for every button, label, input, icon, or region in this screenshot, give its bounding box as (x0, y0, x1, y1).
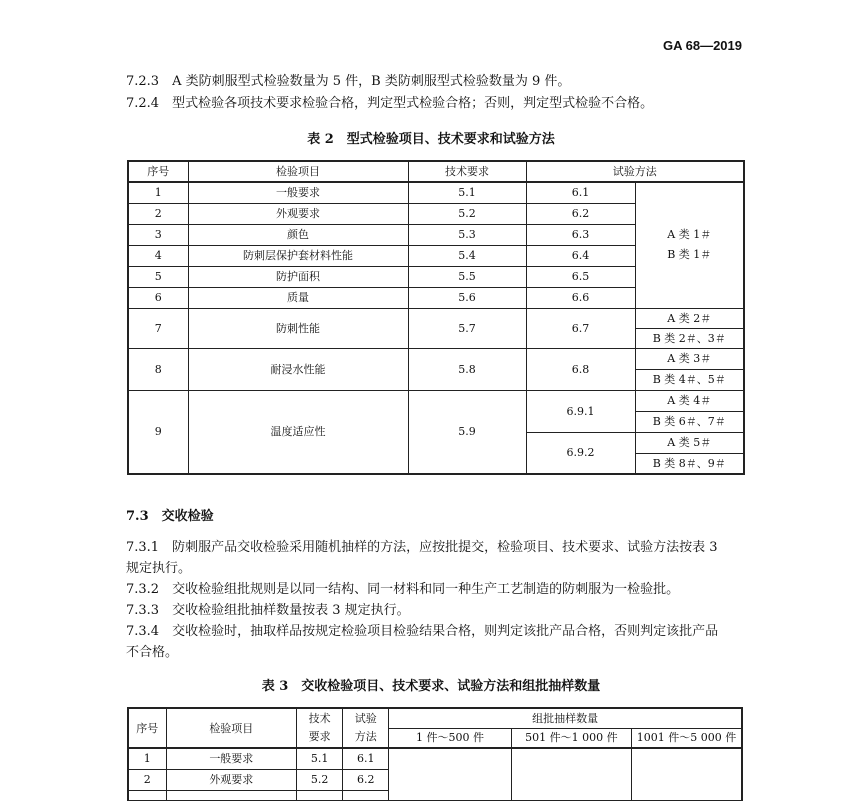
table-2 (127, 160, 745, 475)
cell-req: 5.4 (408, 245, 526, 266)
sample-b: B 类 6＃、7＃ (635, 411, 744, 432)
cell-item: 质量 (188, 287, 408, 308)
cell-method (343, 790, 389, 800)
table-row (128, 748, 742, 769)
cell-method: 6.2 (343, 769, 389, 790)
table-2-title: 表 2 型式检验项目、技术要求和试验方法 (307, 132, 555, 147)
cell-method: 6.2 (526, 203, 635, 224)
cell-no: 5 (128, 266, 188, 287)
table-row (128, 348, 744, 369)
clause-7-3-3: 7.3.3 交收检验组批抽样数量按表 3 规定执行。 (126, 603, 410, 618)
cell-item: 耐浸水性能 (188, 348, 408, 390)
sample-b: B 类 1＃ (667, 248, 712, 262)
sample-a: A 类 3＃ (635, 348, 744, 369)
cell-req: 5.5 (408, 266, 526, 287)
table-3 (127, 707, 743, 801)
cell-no (128, 790, 166, 800)
table-row (128, 308, 744, 328)
cell-no: 8 (128, 348, 188, 390)
col-header-item: 检验项目 (188, 161, 408, 182)
col-header-item: 检验项目 (166, 708, 296, 748)
cell-item: 防刺性能 (188, 308, 408, 348)
sample-b: B 类 2＃、3＃ (635, 328, 744, 348)
col-header-no: 序号 (128, 708, 166, 748)
table-3-title: 表 3 交收检验项目、技术要求、试验方法和组批抽样数量 (261, 679, 601, 694)
clause-7-2-4: 7.2.4 型式检验各项技术要求检验合格，判定型式检验合格；否则，判定型式检验不合格。 (126, 96, 654, 111)
col-header-requirement: 技术要求 (408, 161, 526, 182)
clause-7-2-3: 7.2.3 A 类防刺服型式检验数量为 5 件，B 类防刺服型式检验数量为 9 件。 (126, 74, 571, 89)
sample-b: B 类 8＃、9＃ (635, 453, 744, 474)
cell-method: 6.5 (526, 266, 635, 287)
cell-no: 3 (128, 224, 188, 245)
cell-req: 5.2 (408, 203, 526, 224)
cell-group-1 (389, 748, 511, 800)
cell-item: 防护面积 (188, 266, 408, 287)
cell-item: 外观要求 (188, 203, 408, 224)
sample-a: A 类 1＃ (667, 228, 712, 242)
cell-no: 7 (128, 308, 188, 348)
cell-method: 6.4 (526, 245, 635, 266)
cell-no: 1 (128, 182, 188, 203)
cell-method: 6.6 (526, 287, 635, 308)
col-header-method: 试验方法 (526, 161, 744, 182)
cell-samples-group-1 (635, 182, 744, 308)
sample-a: A 类 4＃ (635, 390, 744, 411)
cell-method: 6.7 (526, 308, 635, 348)
clause-7-3-4-line2: 不合格。 (126, 645, 179, 660)
col-header-requirement (297, 708, 343, 748)
sample-a: A 类 2＃ (635, 308, 744, 328)
cell-no: 4 (128, 245, 188, 266)
cell-group-3 (632, 748, 742, 800)
cell-method: 6.8 (526, 348, 635, 390)
clause-7-3-2: 7.3.2 交收检验组批规则是以同一结构、同一材料和同一种生产工艺制造的防刺服为一检验批。 (126, 582, 680, 597)
header-line: 技术 (308, 712, 331, 725)
col-header-group: 组批抽样数量 (389, 708, 742, 728)
clause-7-3-1-line2: 规定执行。 (126, 561, 192, 576)
cell-req: 5.2 (297, 769, 343, 790)
cell-item: 颜色 (188, 224, 408, 245)
col-header-group-1: 1 件～500 件 (389, 728, 511, 748)
header-line: 要求 (308, 730, 331, 743)
cell-no: 6 (128, 287, 188, 308)
document-code: GA 68—2019 (662, 38, 742, 53)
cell-method: 6.9.2 (526, 432, 635, 474)
cell-req: 5.1 (297, 748, 343, 769)
table-row (128, 182, 744, 203)
cell-item: 外观要求 (166, 769, 296, 790)
col-header-group-2: 501 件～1 000 件 (511, 728, 631, 748)
cell-req: 5.8 (408, 348, 526, 390)
cell-no: 2 (128, 203, 188, 224)
cell-req (297, 790, 343, 800)
cell-item: 防刺层保护套材料性能 (188, 245, 408, 266)
cell-req: 5.1 (408, 182, 526, 203)
clause-7-3-4-line1: 7.3.4 交收检验时，抽取样品按规定检验项目检验结果合格，则判定该批产品合格，否则判定该批产品 (126, 624, 719, 639)
cell-group-2 (511, 748, 631, 800)
cell-req: 5.9 (408, 390, 526, 474)
cell-item: 一般要求 (166, 748, 296, 769)
sample-b: B 类 4＃、5＃ (635, 369, 744, 390)
sample-a: A 类 5＃ (635, 432, 744, 453)
header-line: 方法 (354, 730, 377, 743)
cell-method: 6.9.1 (526, 390, 635, 432)
cell-method: 6.1 (343, 748, 389, 769)
header-line: 试验 (354, 712, 377, 725)
cell-item: 温度适应性 (188, 390, 408, 474)
cell-req: 5.6 (408, 287, 526, 308)
col-header-group-3: 1001 件～5 000 件 (632, 728, 742, 748)
cell-method: 6.1 (526, 182, 635, 203)
col-header-no: 序号 (128, 161, 188, 182)
cell-method: 6.3 (526, 224, 635, 245)
col-header-method (343, 708, 389, 748)
table-row (128, 390, 744, 411)
cell-no: 9 (128, 390, 188, 474)
section-7-3-heading: 7.3 交收检验 (126, 509, 214, 524)
cell-item: 一般要求 (188, 182, 408, 203)
cell-req: 5.3 (408, 224, 526, 245)
cell-no: 2 (128, 769, 166, 790)
cell-no: 1 (128, 748, 166, 769)
cell-item (166, 790, 296, 800)
cell-req: 5.7 (408, 308, 526, 348)
clause-7-3-1-line1: 7.3.1 防刺服产品交收检验采用随机抽样的方法，应按批提交，检验项目、技术要求、试验方法按表 3 (126, 540, 718, 555)
